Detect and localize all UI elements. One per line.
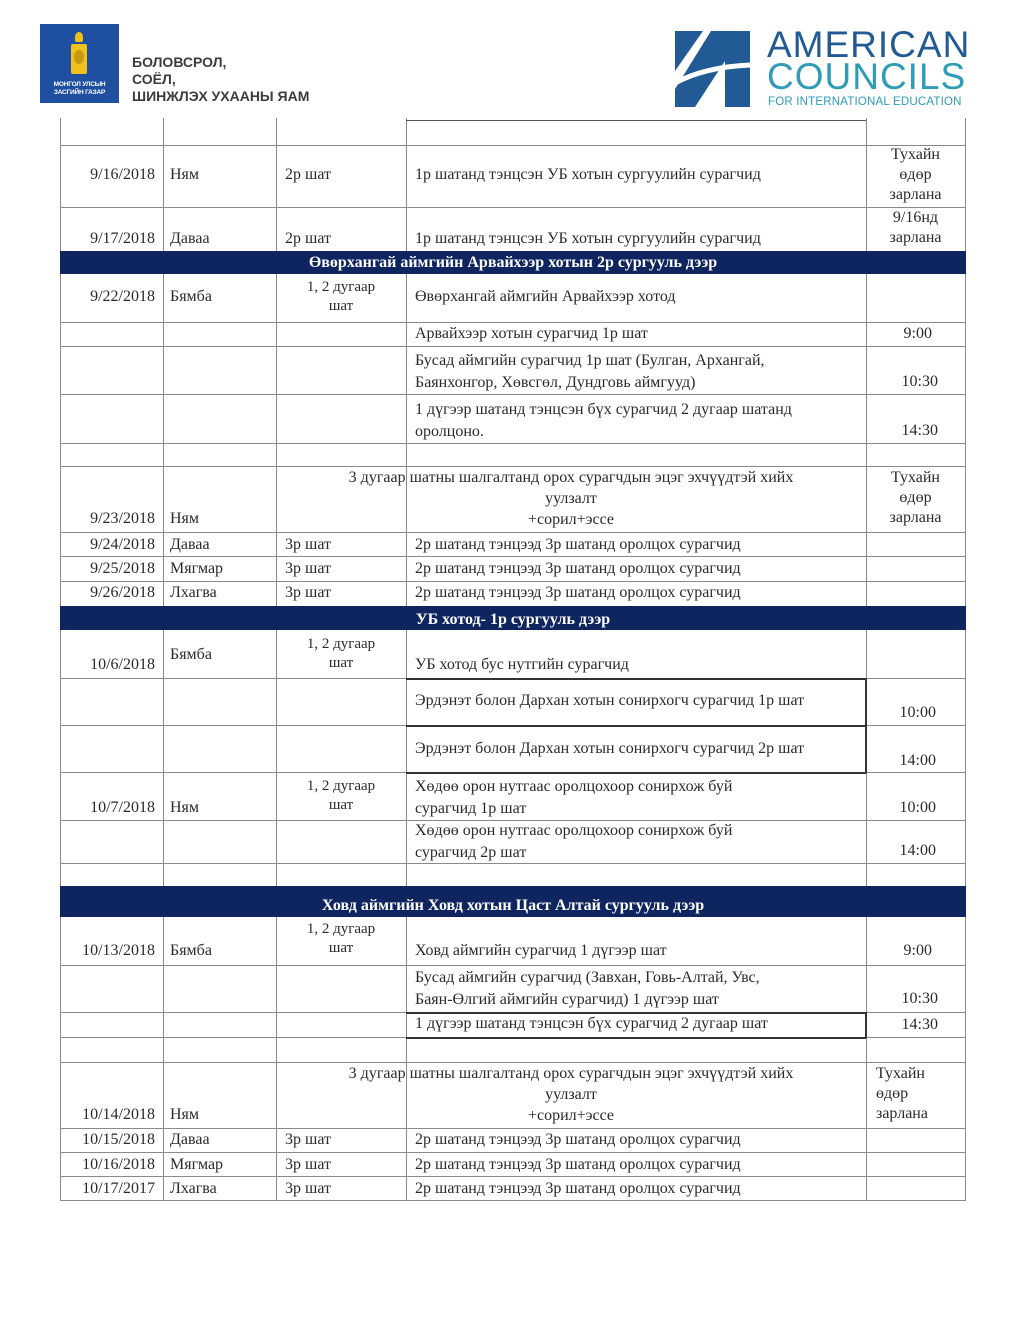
ministry-line-2: СОЁЛ, bbox=[132, 71, 176, 87]
stage-cell: 3р шат bbox=[285, 1131, 331, 1148]
time-cell: 10:30 bbox=[901, 373, 938, 390]
stage-cell: 1, 2 дугаар шат bbox=[306, 778, 376, 813]
meeting-description-cell: 3 дугаар шатны шалгалтанд орох сурагчдын эцэг эхчүүдтэй хийх уулзалт +сорил+эссе bbox=[348, 1065, 794, 1124]
day-cell: Бямба bbox=[170, 288, 212, 305]
ministry-line-1: БОЛОВСРОЛ, bbox=[132, 54, 227, 70]
description-cell: 2р шатанд тэнцээд 3р шатанд оролцох сурагчид bbox=[415, 536, 741, 553]
description-cell: 1 дүгээр шатанд тэнцсэн бүх сурагчид 2 дугаар шатанд оролцоно. bbox=[415, 401, 792, 440]
day-cell: Мягмар bbox=[170, 1156, 224, 1173]
time-cell: 9:00 bbox=[903, 325, 932, 342]
time-cell: 10:00 bbox=[899, 704, 936, 721]
stage-cell: 1, 2 дугаар шат bbox=[306, 921, 376, 956]
time-cell: 14:30 bbox=[901, 422, 938, 439]
badge-line-1: МОНГОЛ УЛСЫН bbox=[53, 81, 106, 88]
description-cell: Арвайхээр хотын сурагчид 1р шат bbox=[415, 325, 648, 342]
description-cell: 2р шатанд тэнцээд 3р шатанд оролцох сурагчид bbox=[415, 1156, 741, 1173]
description-cell: 2р шатанд тэнцээд 3р шатанд оролцох сурагчид bbox=[415, 584, 741, 601]
date-cell: 9/25/2018 bbox=[90, 560, 155, 577]
description-cell: Эрдэнэт болон Дархан хотын сонирхогч сурагчид 1р шат bbox=[415, 692, 805, 709]
stage-cell: 2р шат bbox=[285, 166, 331, 183]
description-cell: Өвөрхангай аймгийн Арвайхээр хотод bbox=[415, 288, 676, 305]
date-cell: 10/6/2018 bbox=[90, 656, 155, 673]
time-cell: Тухайн өдөр зарлана bbox=[876, 1065, 928, 1122]
stage-cell: 3р шат bbox=[285, 536, 331, 553]
description-cell: Ховд аймгийн сурагчид 1 дүгээр шат bbox=[415, 942, 667, 959]
date-cell: 9/23/2018 bbox=[90, 510, 155, 527]
stage-cell: 3р шат bbox=[285, 1180, 331, 1197]
day-cell: Ням bbox=[170, 510, 200, 527]
day-cell: Бямба bbox=[170, 646, 212, 663]
ac-name-line2: COUNCILS bbox=[767, 56, 967, 97]
description-cell: Хөдөө орон нутгаас оролцохоор сонирхож буй сурагчид 2р шат bbox=[415, 822, 733, 861]
time-cell: Тухайн өдөр зарлана bbox=[889, 469, 942, 526]
date-cell: 10/7/2018 bbox=[90, 799, 155, 816]
ac-tagline: FOR INTERNATIONAL EDUCATION bbox=[768, 96, 962, 108]
date-cell: 10/17/2017 bbox=[82, 1180, 155, 1197]
date-cell: 9/26/2018 bbox=[90, 584, 155, 601]
stage-cell: 1, 2 дугаар шат bbox=[306, 636, 376, 671]
day-cell: Лхагва bbox=[170, 1180, 217, 1197]
stage-cell: 1, 2 дугаар шат bbox=[306, 279, 376, 314]
stage-cell: 3р шат bbox=[285, 560, 331, 577]
description-cell: Бусад аймгийн сурагчид (Завхан, Говь-Алтай, Увс, Баян-Өлгий аймгийн сурагчид) 1 дүгээр шат bbox=[415, 969, 760, 1008]
section-header-khovd: Ховд аймгийн Ховд хотын Цаст Алтай сургууль дээр bbox=[60, 886, 966, 917]
time-cell: 10:30 bbox=[901, 990, 938, 1007]
section-header-arvaikheer: Өвөрхангай аймгийн Арвайхээр хотын 2р сургууль дээр bbox=[60, 251, 966, 274]
day-cell: Ням bbox=[170, 1106, 200, 1123]
day-cell: Даваа bbox=[170, 1131, 210, 1148]
description-cell: 1 дүгээр шатанд тэнцсэн бүх сурагчид 2 дугаар шат bbox=[415, 1015, 768, 1032]
date-cell: 9/24/2018 bbox=[90, 536, 155, 553]
time-cell: 14:00 bbox=[899, 752, 936, 769]
description-cell: 1р шатанд тэнцсэн УБ хотын сургуулийн сурагчид bbox=[415, 166, 761, 183]
date-cell: 10/15/2018 bbox=[82, 1131, 155, 1148]
description-cell: 1р шатанд тэнцсэн УБ хотын сургуулийн сурагчид bbox=[415, 230, 761, 247]
time-cell: 9/16нд зарлана bbox=[889, 209, 942, 246]
description-cell: Хөдөө орон нутгаас оролцохоор сонирхож буй сурагчид 1р шат bbox=[415, 778, 733, 817]
meeting-description-cell: 3 дугаар шатны шалгалтанд орох сурагчдын эцэг эхчүүдтэй хийх уулзалт +сорил+эссе bbox=[348, 469, 794, 528]
description-cell: Бусад аймгийн сурагчид 1р шат (Булган, Архангай, Баянхонгор, Хөвсгөл, Дундговь аймгууд) bbox=[415, 352, 765, 391]
day-cell: Даваа bbox=[170, 536, 210, 553]
day-cell: Ням bbox=[170, 799, 200, 816]
date-cell: 10/14/2018 bbox=[82, 1106, 155, 1123]
time-cell: 10:00 bbox=[899, 799, 936, 816]
description-cell: УБ хотод бус нутгийн сурагчид bbox=[415, 656, 629, 673]
ac-name-line1: AMERICAN bbox=[767, 24, 971, 65]
time-cell: 14:30 bbox=[901, 1016, 938, 1033]
date-cell: 10/16/2018 bbox=[82, 1156, 155, 1173]
badge-line-2: ЗАСГИЙН ГАЗАР bbox=[53, 89, 106, 96]
day-cell: Даваа bbox=[170, 230, 210, 247]
ministry-line-3: ШИНЖЛЭХ УХААНЫ ЯАМ bbox=[132, 88, 310, 104]
stage-cell: 2р шат bbox=[285, 230, 331, 247]
description-cell: 2р шатанд тэнцээд 3р шатанд оролцох сурагчид bbox=[415, 560, 741, 577]
date-cell: 10/13/2018 bbox=[82, 942, 155, 959]
description-cell: Эрдэнэт болон Дархан хотын сонирхогч сурагчид 2р шат bbox=[415, 740, 805, 757]
date-cell: 9/17/2018 bbox=[90, 230, 155, 247]
stage-cell: 3р шат bbox=[285, 584, 331, 601]
time-cell: Тухайн өдөр зарлана bbox=[889, 146, 942, 203]
stage-cell: 3р шат bbox=[285, 1156, 331, 1173]
date-cell: 9/22/2018 bbox=[90, 288, 155, 305]
section-header-ub: УБ хотод- 1р сургууль дээр bbox=[60, 606, 966, 630]
day-cell: Бямба bbox=[170, 942, 212, 959]
time-cell: 14:00 bbox=[899, 842, 936, 859]
day-cell: Ням bbox=[170, 166, 200, 183]
description-cell: 2р шатанд тэнцээд 3р шатанд оролцох сурагчид bbox=[415, 1180, 741, 1197]
description-cell: 2р шатанд тэнцээд 3р шатанд оролцох сурагчид bbox=[415, 1131, 741, 1148]
date-cell: 9/16/2018 bbox=[90, 166, 155, 183]
day-cell: Мягмар bbox=[170, 560, 224, 577]
day-cell: Лхагва bbox=[170, 584, 217, 601]
time-cell: 9:00 bbox=[903, 942, 932, 959]
